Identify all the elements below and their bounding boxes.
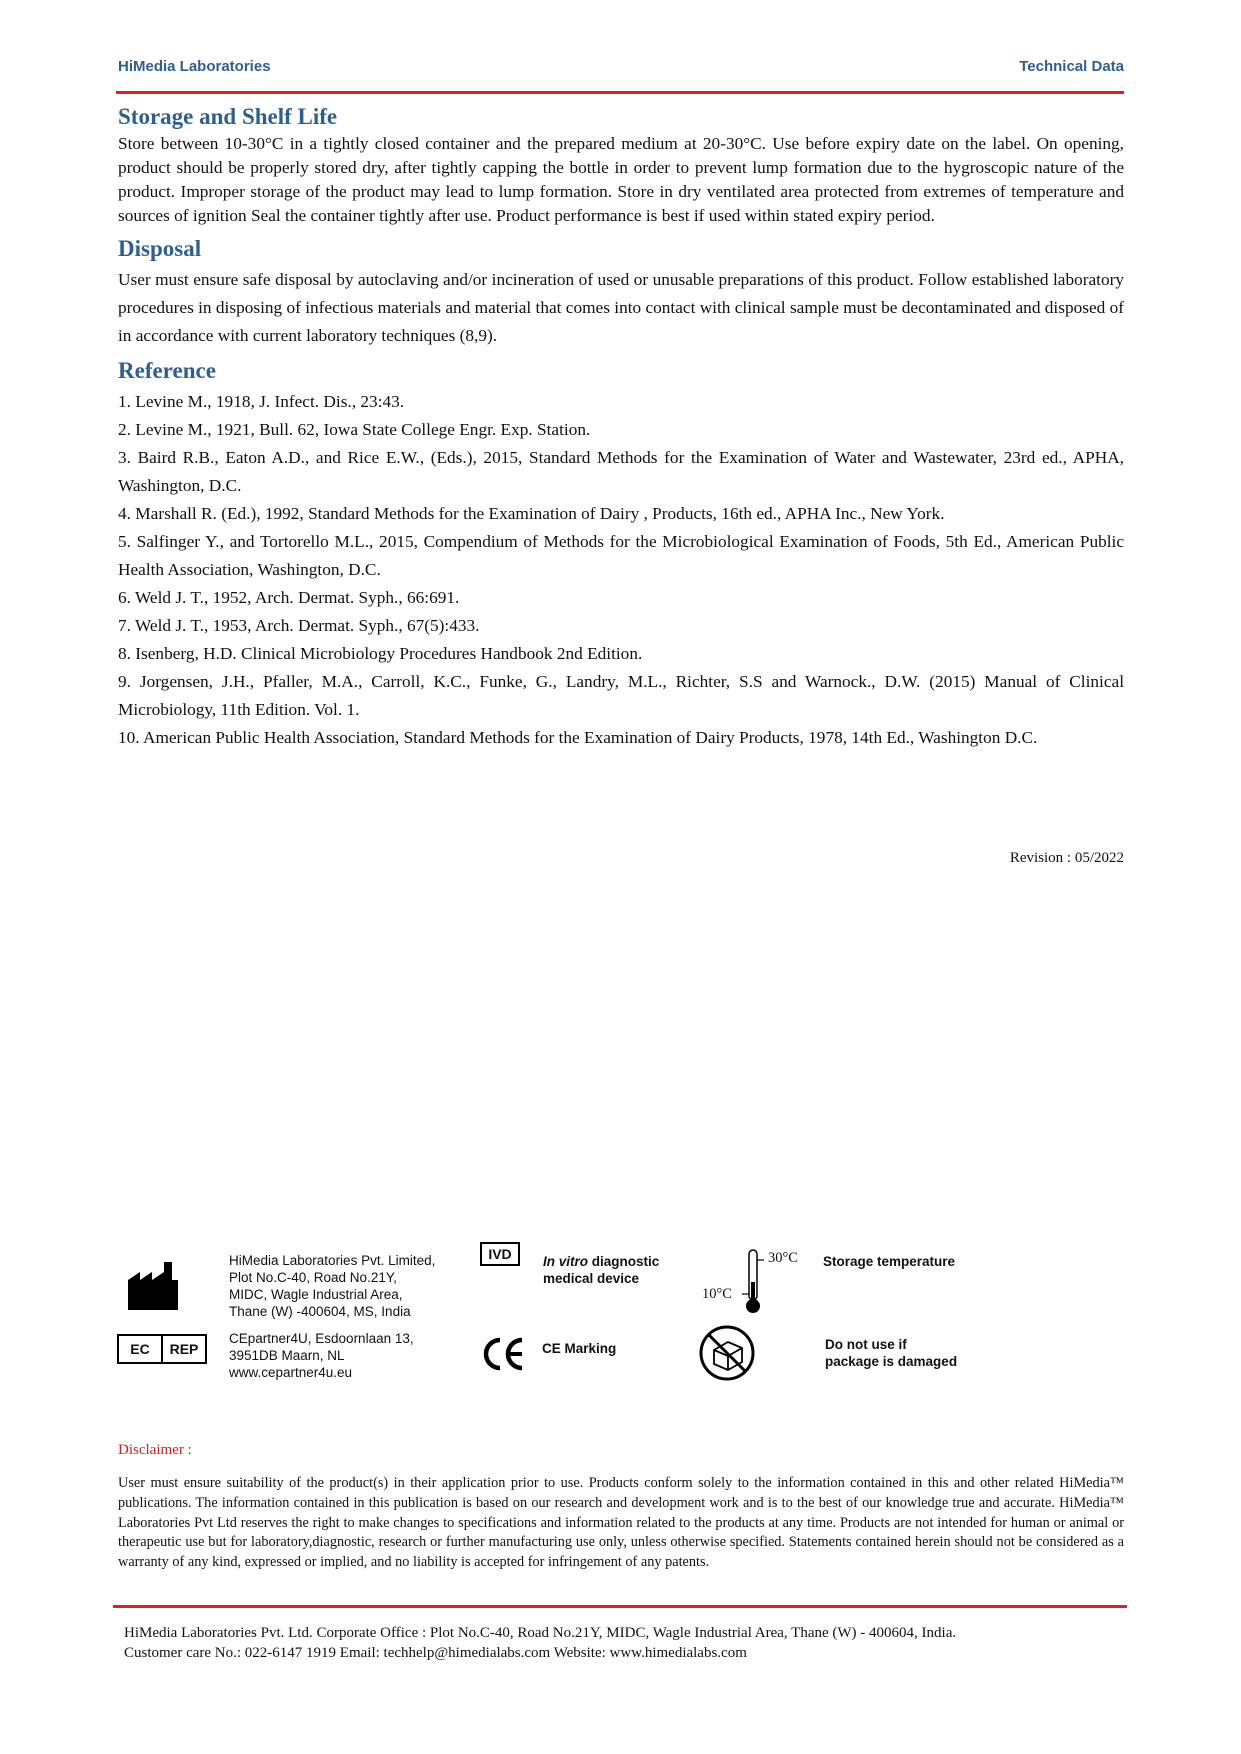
ec-rep-address: CEpartner4U, Esdoornlaan 13, 3951DB Maarn, NL www.cepartner4u.eu	[229, 1331, 414, 1380]
disclaimer-label: Disclaimer :	[118, 1442, 192, 1458]
ec-rep-icon	[117, 1334, 207, 1364]
revision-date: Revision : 05/2022	[1009, 850, 1124, 866]
thermometer-icon	[740, 1248, 766, 1316]
reference-item: 9. Jorgensen, J.H., Pfaller, M.A., Carroll, K.C., Funke, G., Landry, M.L., Richter, S.S and Warnock., D.W. (2015) Manual of Clinical Microbiology, 11th Edition. Vol. 1.	[118, 672, 1124, 719]
header-company: HiMedia Laboratories	[118, 58, 271, 75]
ivd-icon: IVD	[480, 1242, 520, 1266]
reference-item: 2. Levine M., 1921, Bull. 62, Iowa State College Engr. Exp. Station.	[118, 420, 591, 439]
storage-heading: Storage and Shelf Life	[118, 104, 338, 129]
rep-label: REP	[169, 1341, 199, 1357]
reference-item: 5. Salfinger Y., and Tortorello M.L., 2015, Compendium of Methods for the Microbiological Examination of Foods, 5th Ed., American Public Health Association, Washington, D.C.	[118, 532, 1124, 579]
ce-mark-icon	[480, 1334, 526, 1374]
reference-item: 10. American Public Health Association, Standard Methods for the Examination of Dairy Products, 1978, 14th Ed., Washington D.C.	[118, 728, 1038, 747]
header-rule	[116, 91, 1124, 94]
footer-rule	[113, 1605, 1127, 1608]
disclaimer-text: User must ensure suitability of the product(s) in their application prior to use. Products conform solely to the information contained in this and other related HiMedia™ publications. The information contained in this publication is based on our research and development work and is to the best of our knowledge true and accurate. HiMedia™ Laboratories Pvt Ltd reserves the right to make changes to specifications and information related to the products at any time. Products are not intended for human or animal or therapeutic use but for laboratory,diagnostic, research or further manufacturing use only, unless otherwise specified. Statements contained herein should not be considered as a warranty of any kind, expressed or implied, and no liability is accepted for infringement of any patents.	[118, 1475, 1124, 1571]
disposal-heading: Disposal	[118, 236, 202, 261]
ec-label: EC	[119, 1336, 163, 1362]
reference-item: 8. Isenberg, H.D. Clinical Microbiology Procedures Handbook 2nd Edition.	[118, 644, 643, 663]
header-doc-type: Technical Data	[1019, 58, 1124, 75]
footer	[124, 1623, 956, 1663]
reference-item: 1. Levine M., 1918, J. Infect. Dis., 23:43.	[118, 392, 405, 411]
reference-item: 6. Weld J. T., 1952, Arch. Dermat. Syph., 66:691.	[118, 588, 460, 607]
reference-item: 4. Marshall R. (Ed.), 1992, Standard Methods for the Examination of Dairy , Products, 16th ed., APHA Inc., New York.	[118, 504, 945, 523]
manufacturer-icon	[126, 1258, 180, 1312]
temp-high: 30°C	[768, 1250, 798, 1266]
footer-contact: Customer care No.: 022-6147 1919 Email: techhelp@himedialabs.com Website: www.himedialabs.com	[124, 1645, 747, 1661]
storage-temp-label: Storage temperature	[823, 1254, 956, 1269]
reference-list	[118, 388, 1124, 752]
main-content	[118, 102, 1124, 752]
reference-heading: Reference	[118, 358, 216, 383]
ce-marking-label: CE Marking	[542, 1341, 617, 1356]
disposal-text: User must ensure safe disposal by autoclaving and/or incineration of used or unusable preparations of this product. Follow established laboratory procedures in disposing of infectious materials and material that comes into contact with clinical sample must be decontaminated and disposed of in accordance with current laboratory techniques (8,9).	[118, 270, 1124, 345]
ivd-label: In vitro diagnostic medical device	[543, 1254, 660, 1286]
reference-item: 3. Baird R.B., Eaton A.D., and Rice E.W., (Eds.), 2015, Standard Methods for the Examination of Water and Wastewater, 23rd ed., APHA, Washington, D.C.	[118, 448, 1124, 495]
footer-address: HiMedia Laboratories Pvt. Ltd. Corporate Office : Plot No.C-40, Road No.21Y, MIDC, Wagle Industrial Area, Thane (W) - 400604, India.	[124, 1625, 957, 1641]
manufacturer-address: HiMedia Laboratories Pvt. Limited, Plot No.C-40, Road No.21Y, MIDC, Wagle Industrial Area, Thane (W) -400604, MS, India	[229, 1253, 436, 1319]
damaged-package-label: Do not use if package is damaged	[825, 1337, 958, 1369]
storage-text: Store between 10-30°C in a tightly closed container and the prepared medium at 20-30°C. Use before expiry date on the label. On opening, product should be properly stored dry, after tightly capping the bottle in order to prevent lump formation due to the hygroscopic nature of the product. Improper storage of the product may lead to lump formation. Store in dry ventilated area protected from extremes of temperature and sources of ignition Seal the container tightly after use. Product performance is best if used within stated expiry period.	[118, 134, 1124, 225]
damaged-package-icon	[698, 1324, 756, 1382]
temp-low: 10°C	[702, 1286, 732, 1302]
reference-item: 7. Weld J. T., 1953, Arch. Dermat. Syph., 67(5):433.	[118, 616, 480, 635]
